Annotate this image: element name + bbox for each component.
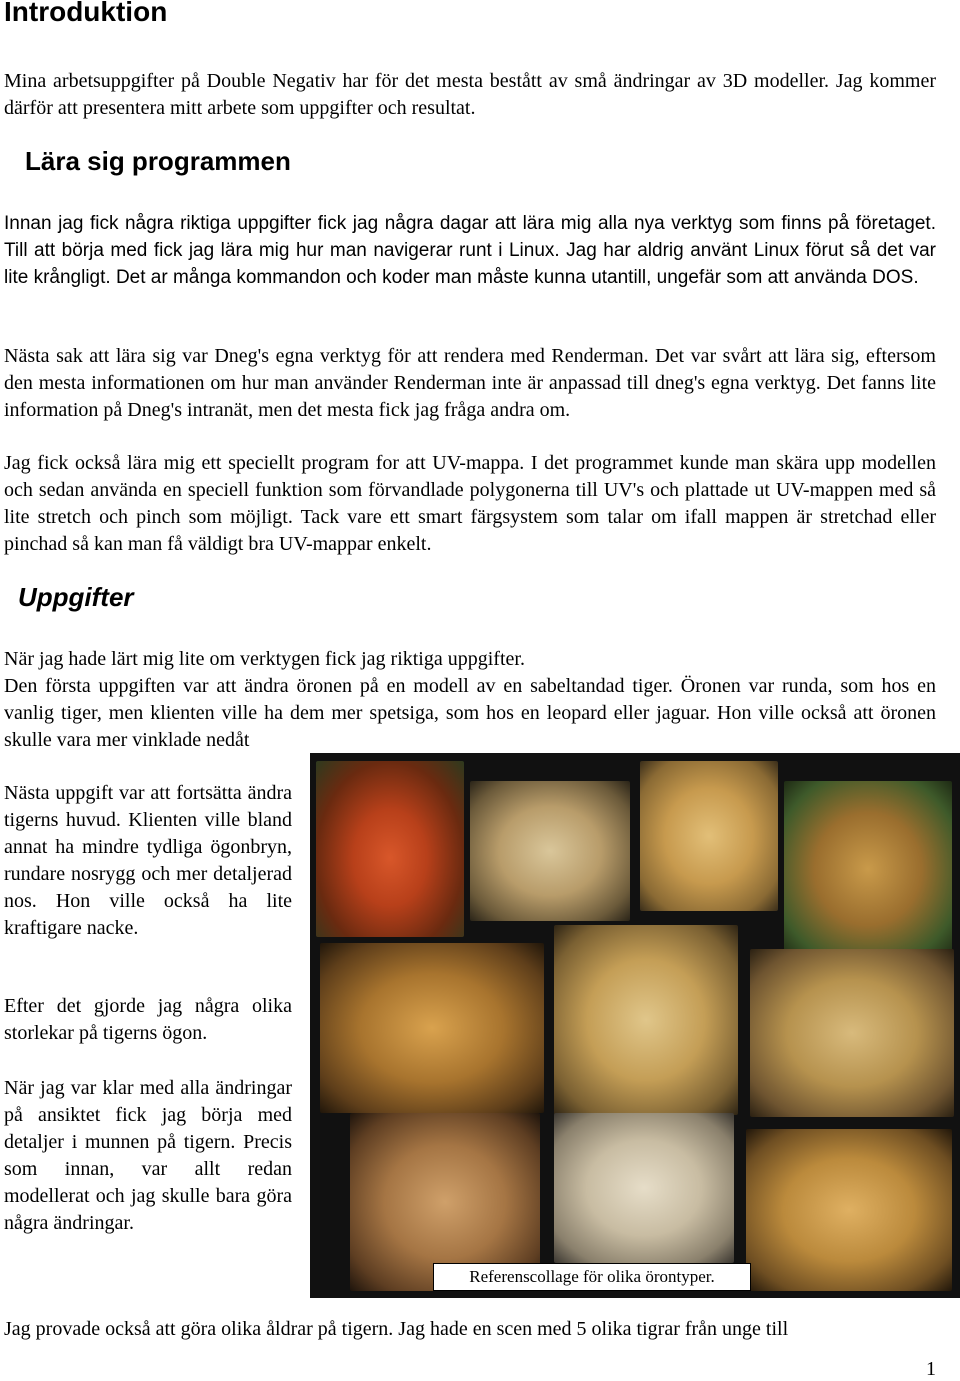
page-number: 1 xyxy=(926,1358,936,1380)
jaguar-photo-1 xyxy=(320,943,544,1113)
jaguar-photo-2 xyxy=(746,1129,952,1291)
reference-collage-image xyxy=(310,753,960,1298)
cheetah-photo xyxy=(640,761,778,911)
learning-paragraph-3: Jag fick också lära mig ett speciellt program for att UV-mappa. I det programmet kunde man skära upp modellen och sedan använda en speciell funktion som förvandlade polygonerna till UV's och plattade ut UV-mappen med så lite stretch och pinch som möjligt. Tack vare ett smart färgsystem som talar om ifall mappen är stretchad eller pinchad så kan man få väldigt bra UV-mappar enkelt. xyxy=(4,452,936,555)
learning-paragraph-1: Innan jag fick några riktiga uppgifter fick jag några dagar att lära mig alla nya verktyg som finns på företaget. Till att börja med fick jag lära mig hur man navigerar runt i Linux. Jag har aldrig använt Linux förut så det var lite krångligt. Det ar många kommandon och koder man måste kunna utantill, ungefär som att använda DOS. xyxy=(4,213,936,288)
section-heading-tasks: Uppgifter xyxy=(18,582,134,612)
leopard-photo-2 xyxy=(784,781,952,957)
side-paragraph-2: Efter det gjorde jag några olika storlekar på tigerns ögon. xyxy=(4,995,292,1044)
tiger-photo xyxy=(316,761,464,937)
leopard-photo-4 xyxy=(750,949,954,1117)
learning-paragraph-2: Nästa sak att lära sig var Dneg's egna verktyg för att rendera med Renderman. Det var svårt att lära sig, eftersom den mesta informationen om hur man använder Renderman inte är anpassad till dneg's egna verktyg. Det fanns lite information på Dneg's intranät, men det mesta fick jag fråga andra om. xyxy=(4,345,936,421)
side-paragraph-3: När jag var klar med alla ändringar på ansiktet fick jag börja med detaljer i munnen på tigern. Precis som innan, var allt redan modellerat och jag skulle bara göra några ändringar. xyxy=(4,1077,292,1234)
snow-leopard-photo xyxy=(554,1113,734,1263)
page-title: Introduktion xyxy=(4,0,168,27)
leopard-photo-3 xyxy=(554,925,738,1115)
bottom-paragraph: Jag provade också att göra olika åldrar på tigern. Jag hade en scen med 5 olika tigrar från unge till xyxy=(4,1318,789,1340)
tasks-paragraph-2: Den första uppgiften var att ändra öronen på en modell av en sabeltandad tiger. Öronen var runda, som hos en vanlig tiger, men klienten ville ha dem mer spetsiga, som hos en leopard eller jaguar. Hon ville också att öronen skulle vara mer vinklade nedåt xyxy=(4,675,936,751)
side-paragraph-1: Nästa uppgift var att fortsätta ändra tigerns huvud. Klienten ville bland annat ha mindre tydliga ögonbryn, rundare nosrygg och mer detaljerad nos. Hon ville också ha lite kraftigare nacke. xyxy=(4,782,292,939)
leopard-photo-1 xyxy=(470,781,630,921)
intro-paragraph: Mina arbetsuppgifter på Double Negativ har för det mesta bestått av små ändringar av 3D modeller. Jag kommer därför att presentera mitt arbete som uppgifter och resultat. xyxy=(4,70,936,119)
tasks-paragraph-1: När jag hade lärt mig lite om verktygen fick jag riktiga uppgifter. xyxy=(4,648,525,670)
section-heading-learning: Lära sig programmen xyxy=(25,146,291,176)
collage-caption: Referenscollage för olika örontyper. xyxy=(433,1263,751,1291)
